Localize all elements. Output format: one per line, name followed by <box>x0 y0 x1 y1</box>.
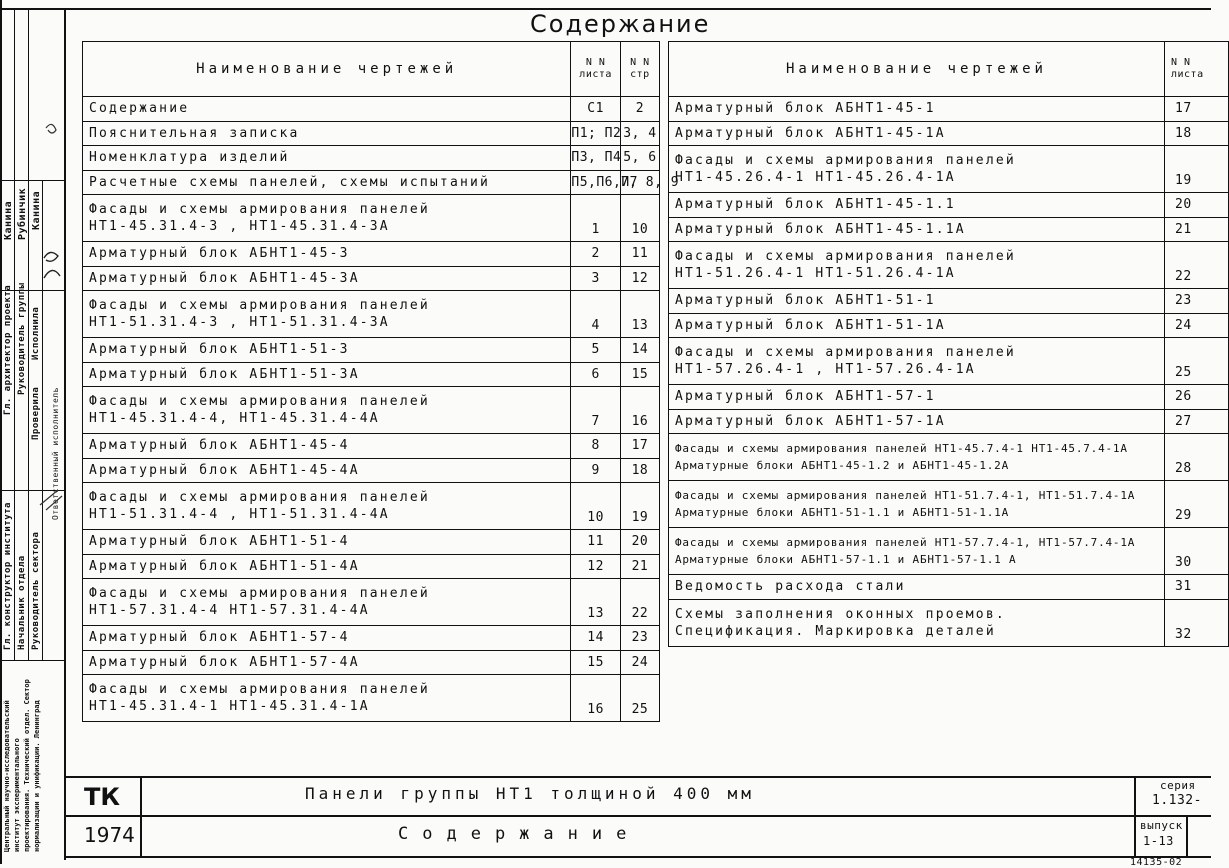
row-sheet-number: 25 <box>1165 338 1229 385</box>
row-title-line: НТ1-51.31.4-4 , НТ1-51.31.4-4А <box>89 507 390 522</box>
row-sheet-number: 19 <box>1165 146 1229 193</box>
row-title <box>669 481 1165 528</box>
row-title <box>83 387 571 434</box>
row-title <box>669 217 1165 242</box>
table-row <box>83 195 660 242</box>
row-title <box>669 121 1165 146</box>
table-row <box>669 528 1229 575</box>
table-row <box>669 599 1229 646</box>
table-row <box>83 458 660 483</box>
row-sheet-number: П3, П4 <box>571 146 620 171</box>
row-title <box>669 193 1165 218</box>
series-label: серия <box>1160 779 1196 792</box>
table-row <box>669 434 1229 481</box>
row-title <box>83 458 571 483</box>
row-title <box>669 434 1165 481</box>
row-title-line: Арматурный блок АБНТ1-45-3 <box>89 246 350 262</box>
row-sheet-number: 12 <box>571 554 620 579</box>
row-page-number: 21 <box>620 554 659 579</box>
row-sheet-number: 30 <box>1165 528 1229 575</box>
row-page-number: 23 <box>620 626 659 651</box>
footer-code: 14135-02 <box>1130 857 1183 868</box>
table-row <box>83 650 660 675</box>
table-row <box>669 289 1229 314</box>
row-title <box>669 528 1165 575</box>
row-title <box>83 146 571 171</box>
row-title <box>83 483 571 530</box>
row-page-number: 11 <box>620 242 659 267</box>
row-title <box>83 242 571 267</box>
row-sheet-number: 13 <box>571 579 620 626</box>
row-sheet-number: 5 <box>571 338 620 363</box>
row-title-line: Содержание <box>89 101 190 117</box>
left-contents-table <box>82 41 680 722</box>
left-header-row <box>83 42 660 97</box>
title-block-col3 <box>1186 815 1188 858</box>
row-title-line: Арматурный блок АБНТ1-45-4А <box>89 462 360 478</box>
row-title-line: Фасады и схемы армирования панелей НТ1-45.7.4-1 НТ1-45.7.4-1А <box>675 442 1128 455</box>
left-header-sheet: N N листа <box>571 42 620 97</box>
row-title <box>83 650 571 675</box>
table-row <box>83 338 660 363</box>
table-row <box>83 97 660 122</box>
row-title <box>83 195 571 242</box>
row-title <box>669 338 1165 385</box>
series-value: 1.132- <box>1152 793 1202 808</box>
row-sheet-number: П5,П6,П7 <box>571 170 620 195</box>
row-sheet-number: 31 <box>1165 575 1229 600</box>
row-title-line: НТ1-45.31.4-3 , НТ1-45.31.4-3А <box>89 219 390 234</box>
table-row <box>83 242 660 267</box>
stamp-role-2: Руководитель группы <box>17 282 27 395</box>
row-page-number: 5, 6 <box>620 146 659 171</box>
row-title-line: Арматурный блок АБНТ1-57-1А <box>675 413 946 429</box>
table-row <box>83 121 660 146</box>
row-title <box>669 242 1165 289</box>
right-header-name: Наименование чертежей <box>669 42 1165 97</box>
row-title <box>83 626 571 651</box>
row-sheet-number: 16 <box>571 675 620 722</box>
row-title <box>83 291 571 338</box>
stamp-role-4: Проверила <box>31 386 41 440</box>
title-block-top-line <box>64 776 1211 778</box>
table-row <box>669 313 1229 338</box>
row-title-line: НТ1-45.26.4-1 НТ1-45.26.4-1А <box>675 170 956 185</box>
row-title <box>83 121 571 146</box>
row-title <box>669 575 1165 600</box>
row-page-number: 16 <box>620 387 659 434</box>
row-sheet-number: 3 <box>571 266 620 291</box>
table-row <box>83 554 660 579</box>
row-page-number: 14 <box>620 338 659 363</box>
row-title-line: Расчетные схемы панелей, схемы испытаний <box>89 174 491 190</box>
left-header-page: N N стр <box>620 42 659 97</box>
row-title <box>669 385 1165 410</box>
row-title <box>83 338 571 363</box>
table-row <box>83 291 660 338</box>
row-title-line: Арматурный блок АБНТ1-45-3А <box>89 270 360 286</box>
table-row <box>83 146 660 171</box>
table-row <box>669 97 1229 122</box>
row-title-line: Фасады и схемы армирования панелей <box>675 153 1016 168</box>
row-title <box>83 170 571 195</box>
table-row <box>669 242 1229 289</box>
row-title-line: Фасады и схемы армирования панелей <box>89 298 430 313</box>
row-title-line: Арматурный блок АБНТ1-45-1А <box>675 125 946 141</box>
row-title <box>669 289 1165 314</box>
stamp-role-6: Начальник отдела <box>17 555 27 650</box>
row-title-line: Фасады и схемы армирования панелей <box>89 682 430 697</box>
row-page-number: 2 <box>620 97 659 122</box>
row-title-line: НТ1-57.26.4-1 , НТ1-57.26.4-1А <box>675 362 976 377</box>
row-page-number: 22 <box>620 579 659 626</box>
row-sheet-number: 10 <box>571 483 620 530</box>
row-title-line: НТ1-51.26.4-1 НТ1-51.26.4-1А <box>675 266 956 281</box>
row-sheet-number: 18 <box>1165 121 1229 146</box>
right-header-row <box>669 42 1229 97</box>
row-title-line: Арматурный блок АБНТ1-45-1.1А <box>675 221 966 237</box>
stamp-name-2: Рубинчик <box>17 187 28 240</box>
table-row <box>83 579 660 626</box>
issue-label: выпуск <box>1140 819 1183 832</box>
row-title-line: Схемы заполнения оконных проемов. <box>675 606 1006 622</box>
row-sheet-number: 14 <box>571 626 620 651</box>
right-contents-table <box>668 41 1229 647</box>
row-title-line: Фасады и схемы армирования панелей <box>89 202 430 217</box>
row-title <box>83 362 571 387</box>
row-page-number: 24 <box>620 650 659 675</box>
title-block-col2 <box>1134 776 1136 858</box>
row-title <box>83 579 571 626</box>
table-row <box>669 217 1229 242</box>
stamp-name-1: Канина <box>3 200 14 240</box>
row-sheet-number: П1; П2 <box>571 121 620 146</box>
row-title-line: Фасады и схемы армирования панелей <box>675 249 1016 264</box>
table-row <box>669 146 1229 193</box>
table-row <box>83 170 660 195</box>
row-title <box>83 434 571 459</box>
row-title <box>83 266 571 291</box>
row-title-line: НТ1-51.31.4-3 , НТ1-51.31.4-3А <box>89 315 390 330</box>
row-title-line: Арматурный блок АБНТ1-51-1 <box>675 293 936 309</box>
row-title <box>83 530 571 555</box>
stamp-role-5: Гл. конструктор института <box>3 502 13 650</box>
row-title <box>669 313 1165 338</box>
title-block-mid-line <box>64 815 1211 817</box>
row-title <box>669 409 1165 434</box>
row-title-line: Арматурный блок АБНТ1-57-4 <box>89 630 350 646</box>
row-title-line: Пояснительная записка <box>89 125 300 141</box>
row-title-line: Арматурный блок АБНТ1-45-1 <box>675 101 936 117</box>
product-name: Панели группы НТ1 толщиной 400 мм <box>305 784 755 803</box>
stamp-role-1: Гл. архитектор проекта <box>3 284 13 415</box>
row-title-line: Ведомость расхода стали <box>675 579 906 595</box>
table-row <box>83 483 660 530</box>
row-title-line: Арматурный блок АБНТ1-51-1А <box>675 317 946 333</box>
left-header-name: Наименование чертежей <box>83 42 571 97</box>
stamp-side-label: Ответственный исполнитель <box>51 387 60 520</box>
table-row <box>83 434 660 459</box>
row-title-line: Арматурные блоки АБНТ1-57-1.1 и АБНТ1-57-1.1 А <box>675 553 1017 566</box>
row-sheet-number: 15 <box>571 650 620 675</box>
row-page-number: 20 <box>620 530 659 555</box>
title-block-col1 <box>140 776 142 858</box>
row-title-line: Фасады и схемы армирования панелей НТ1-51.7.4-1, НТ1-51.7.4-1А <box>675 489 1136 502</box>
row-sheet-number: С1 <box>571 97 620 122</box>
table-row <box>83 530 660 555</box>
right-header-sheet: N N листа <box>1165 42 1229 97</box>
table-row <box>83 362 660 387</box>
row-page-number: 25 <box>620 675 659 722</box>
row-title-line: Арматурный блок АБНТ1-51-4А <box>89 558 360 574</box>
row-sheet-number: 7 <box>571 387 620 434</box>
row-title-line: НТ1-57.31.4-4 НТ1-57.31.4-4А <box>89 603 370 618</box>
row-sheet-number: 27 <box>1165 409 1229 434</box>
table-row <box>669 385 1229 410</box>
row-title-line: Арматурные блоки АБНТ1-45-1.2 и АБНТ1-45-1.2А <box>675 459 1010 472</box>
row-title-line: Арматурный блок АБНТ1-57-1 <box>675 389 936 405</box>
row-page-number: 3, 4 <box>620 121 659 146</box>
row-sheet-number: 6 <box>571 362 620 387</box>
row-page-number: 18 <box>620 458 659 483</box>
table-row <box>669 338 1229 385</box>
row-sheet-number: 28 <box>1165 434 1229 481</box>
row-title-line: Арматурный блок АБНТ1-51-3 <box>89 342 350 358</box>
signature-marks <box>0 0 66 864</box>
row-page-number: 7, 8, 9 <box>620 170 659 195</box>
stamp-role-7: Руководитель сектора <box>31 531 41 650</box>
row-sheet-number: 22 <box>1165 242 1229 289</box>
row-title <box>83 554 571 579</box>
stamp-role-3: Исполнила <box>31 306 41 360</box>
row-page-number: 12 <box>620 266 659 291</box>
row-sheet-number: 8 <box>571 434 620 459</box>
year: 1974 <box>84 823 135 847</box>
row-sheet-number: 23 <box>1165 289 1229 314</box>
row-sheet-number: 26 <box>1165 385 1229 410</box>
row-sheet-number: 11 <box>571 530 620 555</box>
stamp-organization: Центральный научно-исследовательский институт экспериментального проектирования. Технический отдел. Сектор нормализации и унификации. Ленинград <box>3 679 41 852</box>
table-row <box>669 481 1229 528</box>
table-row <box>669 409 1229 434</box>
row-sheet-number: 21 <box>1165 217 1229 242</box>
row-sheet-number: 17 <box>1165 97 1229 122</box>
row-sheet-number: 20 <box>1165 193 1229 218</box>
table-row <box>669 121 1229 146</box>
row-title-line: Арматурный блок АБНТ1-45-1.1 <box>675 197 956 213</box>
table-row <box>83 626 660 651</box>
row-sheet-number: 1 <box>571 195 620 242</box>
row-title <box>83 97 571 122</box>
frame-bottom-edge <box>64 856 1211 858</box>
row-page-number: 10 <box>620 195 659 242</box>
row-page-number: 17 <box>620 434 659 459</box>
row-page-number: 13 <box>620 291 659 338</box>
page-title: Содержание <box>530 10 711 38</box>
table-row <box>83 266 660 291</box>
row-title-line: Арматурный блок АБНТ1-51-3А <box>89 366 360 382</box>
row-title-line: Арматурный блок АБНТ1-51-4 <box>89 534 350 550</box>
org-code: ТК <box>84 783 120 811</box>
row-page-number: 15 <box>620 362 659 387</box>
row-title-line: Фасады и схемы армирования панелей <box>89 394 430 409</box>
row-sheet-number: 24 <box>1165 313 1229 338</box>
row-title <box>669 599 1165 646</box>
row-title-line: Фасады и схемы армирования панелей <box>89 586 430 601</box>
row-title-line: Арматурный блок АБНТ1-57-4А <box>89 654 360 670</box>
row-title-line: Фасады и схемы армирования панелей <box>89 490 430 505</box>
row-title-line: Номенклатура изделий <box>89 150 290 166</box>
row-sheet-number: 4 <box>571 291 620 338</box>
row-title <box>83 675 571 722</box>
row-sheet-number: 2 <box>571 242 620 267</box>
row-title-line: Арматурный блок АБНТ1-45-4 <box>89 438 350 454</box>
row-title <box>669 97 1165 122</box>
row-sheet-number: 29 <box>1165 481 1229 528</box>
row-sheet-number: 32 <box>1165 599 1229 646</box>
table-row <box>83 387 660 434</box>
row-title-line: Фасады и схемы армирования панелей НТ1-57.7.4-1, НТ1-57.7.4-1А <box>675 536 1136 549</box>
row-title-line: Арматурные блоки АБНТ1-51-1.1 и АБНТ1-51-1.1А <box>675 506 1010 519</box>
row-title <box>669 146 1165 193</box>
row-title-line: Фасады и схемы армирования панелей <box>675 345 1016 360</box>
row-sheet-number: 9 <box>571 458 620 483</box>
document-title: Содержание <box>398 824 641 844</box>
table-row <box>669 575 1229 600</box>
row-page-number: 19 <box>620 483 659 530</box>
table-row <box>83 675 660 722</box>
stamp-name-3: Канина <box>31 190 42 230</box>
row-title-line: Спецификация. Маркировка деталей <box>675 623 996 639</box>
row-title-line: НТ1-45.31.4-4, НТ1-45.31.4-4А <box>89 411 380 426</box>
table-row <box>669 193 1229 218</box>
row-title-line: НТ1-45.31.4-1 НТ1-45.31.4-1А <box>89 699 370 714</box>
issue-value: 1-13 <box>1143 834 1174 848</box>
